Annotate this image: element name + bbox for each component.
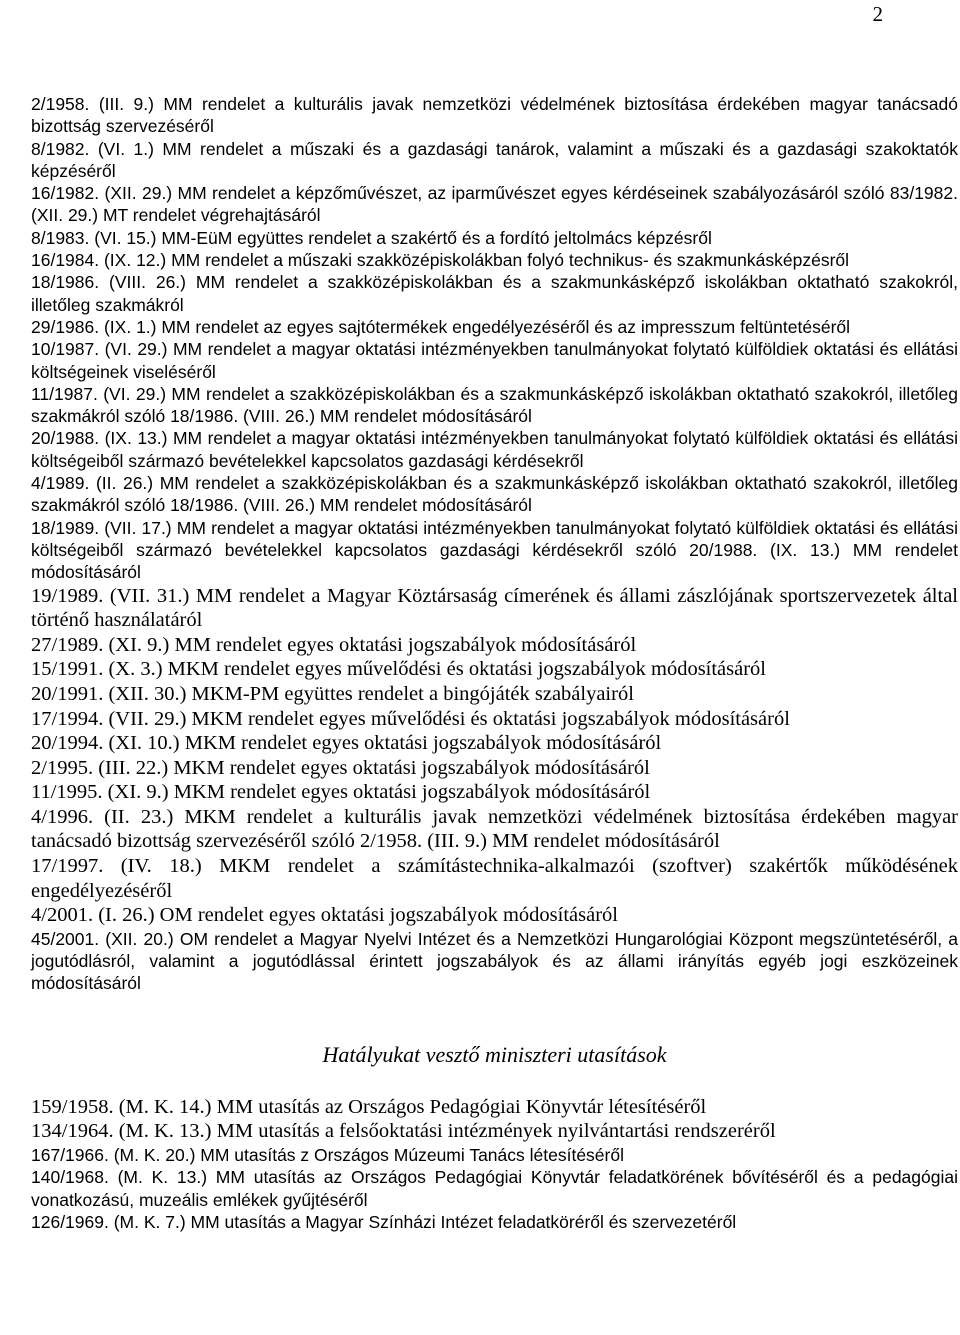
list-item: 159/1958. (M. K. 14.) MM utasítás az Országos Pedagógiai Könyvtár létesítéséről (31, 1095, 707, 1118)
list-item: 15/1991. (X. 3.) MKM rendelet egyes művelődési és oktatási jogszabályok módosításáról (31, 658, 767, 681)
list-item: 4/1989. (II. 26.) MM rendelet a szakközépiskolákban és a szakmunkásképző iskolákban oktatható szakokról, illetőleg szakmákról szóló 18/1986. (VIII. 26.) MM rendelet módosításáról (31, 473, 958, 516)
list-item: 4/1996. (II. 23.) MKM rendelet a kulturális javak nemzetközi védelmének biztosítása érdekében magyar tanácsadó bizottság szervezéséről szóló 2/1958. (III. 9.) MM rendelet módosításáról (31, 805, 958, 853)
list-item: 16/1982. (XII. 29.) MM rendelet a képzőművészet, az iparművészet egyes kérdéseinek szabályozásáról szóló 83/1982. (XII. 29.) MT rendelet végrehajtásáról (31, 183, 958, 226)
list-item: 18/1989. (VII. 17.) MM rendelet a magyar oktatási intézményekben tanulmányokat folytató külföldiek oktatási és ellátási költségeiből származó bevételekkel kapcsolatos gazdasági kérdésekről szóló 20/1988. (IX. 13.) MM rendelet módosításáról (31, 517, 958, 583)
list-item: 20/1988. (IX. 13.) MM rendelet a magyar oktatási intézményekben tanulmányokat folytató külföldiek oktatási és ellátási költségeiből származó bevételekkel kapcsolatos gazdasági kérdésekről (31, 428, 958, 471)
repealed-instructions-list (31, 1095, 958, 1233)
list-item: 45/2001. (XII. 20.) OM rendelet a Magyar Nyelvi Intézet és a Nemzetközi Hungarológiai Központ megszüntetéséről, a jogutódlásról, valamint a jogutódlással érintett jogszabályok és az állami irányítás egyéb jogi eszközeinek módosításáról (31, 928, 958, 994)
list-item: 18/1986. (VIII. 26.) MM rendelet a szakközépiskolákban és a szakmunkásképző iskolákban oktatható szakokról, illetőleg szakmákról (31, 272, 958, 315)
list-item: 20/1991. (XII. 30.) MKM-PM együttes rendelet a bingójáték szabályairól (31, 682, 634, 705)
list-item: 4/2001. (I. 26.) OM rendelet egyes oktatási jogszabályok módosításáról (31, 904, 618, 927)
list-item: 8/1983. (VI. 15.) MM-EüM együttes rendelet a szakértő és a fordító jeltolmács képzésről (31, 227, 712, 248)
list-item: 10/1987. (VI. 29.) MM rendelet a magyar oktatási intézményekben tanulmányokat folytató külföldiek oktatási és ellátási költségeinek viseléséről (31, 339, 958, 382)
list-item: 17/1994. (VII. 29.) MKM rendelet egyes művelődési és oktatási jogszabályok módosításáról (31, 707, 790, 730)
list-item: 16/1984. (IX. 12.) MM rendelet a műszaki szakközépiskolákban folyó technikus- és szakmunkásképzésről (31, 250, 850, 271)
list-item: 27/1989. (XI. 9.) MM rendelet egyes oktatási jogszabályok módosításáról (31, 633, 637, 656)
list-item: 20/1994. (XI. 10.) MKM rendelet egyes oktatási jogszabályok módosításáról (31, 732, 662, 755)
list-item: 29/1986. (IX. 1.) MM rendelet az egyes sajtótermékek engedélyezéséről és az impresszum feltüntetéséről (31, 316, 851, 337)
list-item: 167/1966. (M. K. 20.) MM utasítás z Országos Múzeumi Tanács létesítéséről (31, 1144, 624, 1165)
page-number: 2 (872, 2, 883, 26)
repealed-decrees-list (31, 93, 958, 995)
list-item: 17/1997. (IV. 18.) MKM rendelet a számítástechnika-alkalmazói (szoftver) szakértők működésének engedélyezéséről (31, 855, 958, 902)
list-item: 11/1987. (VI. 29.) MM rendelet a szakközépiskolákban és a szakmunkásképző iskolákban oktatható szakokról, illetőleg szakmákról szóló 18/1986. (VIII. 26.) MM rendelet módosításáról (31, 383, 958, 427)
section-title: Hatályukat vesztő miniszteri utasítások (322, 1041, 667, 1067)
list-item: 134/1964. (M. K. 13.) MM utasítás a felsőoktatási intézmények nyilvántartási rendszeréről (31, 1120, 776, 1143)
list-item: 19/1989. (VII. 31.) MM rendelet a Magyar Köztársaság címerének és állami zászlójának sportszervezetek által történő használatáról (31, 584, 958, 632)
list-item: 2/1995. (III. 22.) MKM rendelet egyes oktatási jogszabályok módosításáról (31, 756, 650, 779)
list-item: 11/1995. (XI. 9.) MKM rendelet egyes oktatási jogszabályok módosításáról (31, 781, 651, 804)
document-body (31, 93, 958, 1233)
list-item: 8/1982. (VI. 1.) MM rendelet a műszaki és a gazdasági tanárok, valamint a műszaki és a gazdasági szakoktatók képzéséről (31, 138, 958, 181)
list-item: 126/1969. (M. K. 7.) MM utasítás a Magyar Színházi Intézet feladatköréről és szervezetéről (31, 1211, 737, 1232)
list-item: 2/1958. (III. 9.) MM rendelet a kulturális javak nemzetközi védelmének biztosítása érdekében magyar tanácsadó bizottság szervezéséről (31, 94, 958, 137)
list-item: 140/1968. (M. K. 13.) MM utasítás az Országos Pedagógiai Könyvtár feladatkörének bővítéséről és a pedagógiai vonatkozású, muzeális emlékek gyűjtéséről (31, 1167, 958, 1210)
